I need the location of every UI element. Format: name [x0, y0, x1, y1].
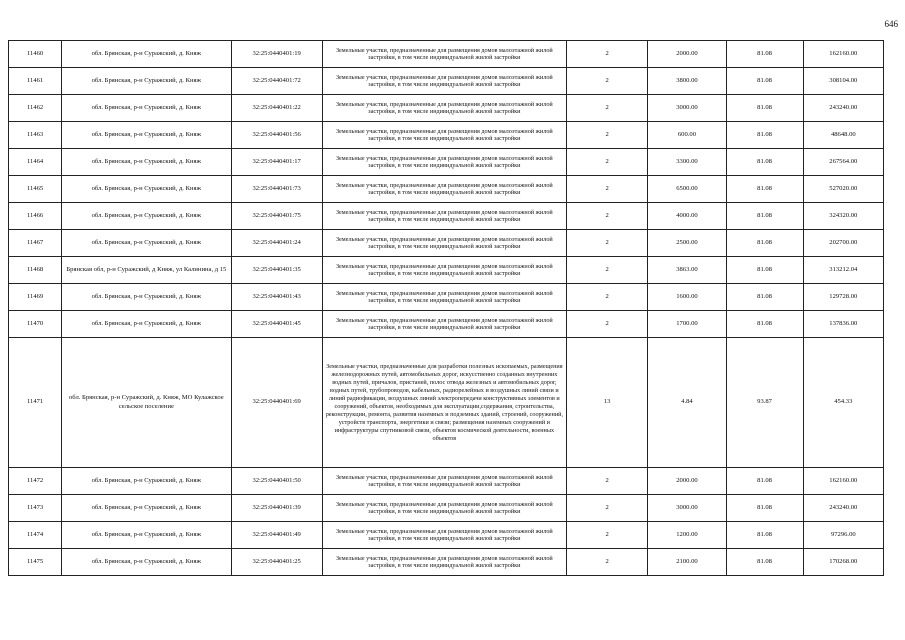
permitted-use-cell: Земельные участки, предназначенные для размещения домов малоэтажной жилой застройки, в том числе индивидуальной жилой застройки — [322, 95, 566, 122]
area-cell: 3000.00 — [648, 495, 726, 522]
category-cell: 2 — [566, 311, 647, 338]
cadastral-number-cell: 32:25:0440401:24 — [231, 230, 322, 257]
cadastral-value-cell: 267564.00 — [803, 149, 883, 176]
row-number-cell: 11471 — [9, 338, 62, 468]
address-cell: обл. Брянская, р-н Суражский, д. Княж — [62, 95, 231, 122]
table-row — [9, 311, 884, 338]
address-cell: обл. Брянская, р-н Суражский, д. Княж — [62, 311, 231, 338]
specific-value-cell: 81.08 — [726, 149, 803, 176]
table-row — [9, 41, 884, 68]
table-row — [9, 203, 884, 230]
cadastral-number-cell: 32:25:0440401:45 — [231, 311, 322, 338]
permitted-use-cell: Земельные участки, предназначенные для размещения домов малоэтажной жилой застройки, в том числе индивидуальной жилой застройки — [322, 122, 566, 149]
cadastral-value-cell: 527020.00 — [803, 176, 883, 203]
area-cell: 1600.00 — [648, 284, 726, 311]
cadastral-value-cell: 170268.00 — [803, 549, 883, 576]
specific-value-cell: 81.08 — [726, 95, 803, 122]
table-row — [9, 95, 884, 122]
table-row — [9, 522, 884, 549]
area-cell: 2500.00 — [648, 230, 726, 257]
permitted-use-cell: Земельные участки, предназначенные для размещения домов малоэтажной жилой застройки, в том числе индивидуальной жилой застройки — [322, 149, 566, 176]
category-cell: 2 — [566, 95, 647, 122]
specific-value-cell: 81.08 — [726, 549, 803, 576]
address-cell: обл. Брянская, р-н Суражский, д. Княж — [62, 468, 231, 495]
table-row — [9, 468, 884, 495]
category-cell: 2 — [566, 522, 647, 549]
specific-value-cell: 81.08 — [726, 41, 803, 68]
registry-body — [9, 41, 884, 576]
cadastral-number-cell: 32:25:0440401:50 — [231, 468, 322, 495]
category-cell: 2 — [566, 468, 647, 495]
cadastral-value-cell: 202700.00 — [803, 230, 883, 257]
table-row — [9, 68, 884, 95]
row-number-cell: 11466 — [9, 203, 62, 230]
row-number-cell: 11467 — [9, 230, 62, 257]
area-cell: 4000.00 — [648, 203, 726, 230]
area-cell: 4.84 — [648, 338, 726, 468]
cadastral-value-cell: 324320.00 — [803, 203, 883, 230]
cadastral-value-cell: 308104.00 — [803, 68, 883, 95]
area-cell: 2100.00 — [648, 549, 726, 576]
address-cell: обл. Брянская, р-н Суражский, д. Княж — [62, 284, 231, 311]
table-row — [9, 257, 884, 284]
cadastral-value-cell: 129728.00 — [803, 284, 883, 311]
address-cell: обл. Брянская, р-н Суражский, д. Княж — [62, 41, 231, 68]
category-cell: 2 — [566, 68, 647, 95]
specific-value-cell: 81.08 — [726, 468, 803, 495]
specific-value-cell: 81.08 — [726, 311, 803, 338]
cadastral-value-cell: 243240.00 — [803, 495, 883, 522]
table-row — [9, 176, 884, 203]
cadastral-value-cell: 162160.00 — [803, 468, 883, 495]
area-cell: 600.00 — [648, 122, 726, 149]
cadastral-number-cell: 32:25:0440401:73 — [231, 176, 322, 203]
category-cell: 13 — [566, 338, 647, 468]
cadastral-number-cell: 32:25:0440401:75 — [231, 203, 322, 230]
table-row — [9, 122, 884, 149]
table-row — [9, 284, 884, 311]
address-cell: обл. Брянская, р-н Суражский, д. Княж — [62, 149, 231, 176]
row-number-cell: 11465 — [9, 176, 62, 203]
permitted-use-cell: Земельные участки, предназначенные для размещения домов малоэтажной жилой застройки, в том числе индивидуальной жилой застройки — [322, 41, 566, 68]
permitted-use-cell: Земельные участки, предназначенные для размещения домов малоэтажной жилой застройки, в том числе индивидуальной жилой застройки — [322, 495, 566, 522]
permitted-use-cell: Земельные участки, предназначенные для размещения домов малоэтажной жилой застройки, в том числе индивидуальной жилой застройки — [322, 257, 566, 284]
cadastral-number-cell: 32:25:0440401:72 — [231, 68, 322, 95]
specific-value-cell: 81.08 — [726, 176, 803, 203]
row-number-cell: 11461 — [9, 68, 62, 95]
table-row — [9, 549, 884, 576]
permitted-use-cell: Земельные участки, предназначенные для размещения домов малоэтажной жилой застройки, в том числе индивидуальной жилой застройки — [322, 284, 566, 311]
area-cell: 1700.00 — [648, 311, 726, 338]
area-cell: 3863.00 — [648, 257, 726, 284]
row-number-cell: 11462 — [9, 95, 62, 122]
cadastral-value-cell: 137836.00 — [803, 311, 883, 338]
cadastral-number-cell: 32:25:0440401:49 — [231, 522, 322, 549]
category-cell: 2 — [566, 41, 647, 68]
category-cell: 2 — [566, 203, 647, 230]
permitted-use-cell: Земельные участки, предназначенные для размещения домов малоэтажной жилой застройки, в том числе индивидуальной жилой застройки — [322, 522, 566, 549]
category-cell: 2 — [566, 257, 647, 284]
row-number-cell: 11472 — [9, 468, 62, 495]
cadastral-value-cell: 162160.00 — [803, 41, 883, 68]
row-number-cell: 11463 — [9, 122, 62, 149]
permitted-use-cell: Земельные участки, предназначенные для размещения домов малоэтажной жилой застройки, в том числе индивидуальной жилой застройки — [322, 203, 566, 230]
cadastral-value-cell: 243240.00 — [803, 95, 883, 122]
area-cell: 3000.00 — [648, 95, 726, 122]
address-cell: обл. Брянская, р-н Суражский, д. Княж — [62, 203, 231, 230]
category-cell: 2 — [566, 176, 647, 203]
specific-value-cell: 81.08 — [726, 122, 803, 149]
address-cell: обл. Брянская, р-н Суражский, д. Княж — [62, 176, 231, 203]
address-cell: обл. Брянская, р-н Суражский, д. Княж, МО Кулажское сельское поселение — [62, 338, 231, 468]
row-number-cell: 11470 — [9, 311, 62, 338]
category-cell: 2 — [566, 495, 647, 522]
permitted-use-cell: Земельные участки, предназначенные для размещения домов малоэтажной жилой застройки, в том числе индивидуальной жилой застройки — [322, 176, 566, 203]
area-cell: 2000.00 — [648, 468, 726, 495]
area-cell: 1200.00 — [648, 522, 726, 549]
category-cell: 2 — [566, 284, 647, 311]
row-number-cell: 11464 — [9, 149, 62, 176]
area-cell: 2000.00 — [648, 41, 726, 68]
address-cell: обл. Брянская, р-н Суражский, д. Княж — [62, 522, 231, 549]
specific-value-cell: 81.08 — [726, 68, 803, 95]
permitted-use-cell: Земельные участки, предназначенные для размещения домов малоэтажной жилой застройки, в том числе индивидуальной жилой застройки — [322, 230, 566, 257]
cadastral-value-cell: 48648.00 — [803, 122, 883, 149]
category-cell: 2 — [566, 122, 647, 149]
table-row — [9, 338, 884, 468]
cadastral-value-cell: 313212.04 — [803, 257, 883, 284]
specific-value-cell: 81.08 — [726, 495, 803, 522]
specific-value-cell: 81.08 — [726, 203, 803, 230]
cadastral-value-cell: 97296.00 — [803, 522, 883, 549]
cadastral-number-cell: 32:25:0440401:17 — [231, 149, 322, 176]
address-cell: обл. Брянская, р-н Суражский, д. Княж — [62, 230, 231, 257]
row-number-cell: 11475 — [9, 549, 62, 576]
cadastral-number-cell: 32:25:0440401:25 — [231, 549, 322, 576]
row-number-cell: 11474 — [9, 522, 62, 549]
area-cell: 3300.00 — [648, 149, 726, 176]
cadastral-number-cell: 32:25:0440401:56 — [231, 122, 322, 149]
cadastral-number-cell: 32:25:0440401:39 — [231, 495, 322, 522]
cadastral-number-cell: 32:25:0440401:69 — [231, 338, 322, 468]
row-number-cell: 11469 — [9, 284, 62, 311]
permitted-use-cell: Земельные участки, предназначенные для размещения домов малоэтажной жилой застройки, в том числе индивидуальной жилой застройки — [322, 311, 566, 338]
specific-value-cell: 81.08 — [726, 257, 803, 284]
address-cell: обл. Брянская, р-н Суражский, д. Княж — [62, 549, 231, 576]
cadastral-value-cell: 454.33 — [803, 338, 883, 468]
permitted-use-cell: Земельные участки, предназначенные для размещения домов малоэтажной жилой застройки, в том числе индивидуальной жилой застройки — [322, 549, 566, 576]
specific-value-cell: 81.08 — [726, 284, 803, 311]
permitted-use-cell: Земельные участки, предназначенные для размещения домов малоэтажной жилой застройки, в том числе индивидуальной жилой застройки — [322, 468, 566, 495]
cadastral-number-cell: 32:25:0440401:22 — [231, 95, 322, 122]
table-row — [9, 149, 884, 176]
address-cell: обл. Брянская, р-н Суражский, д. Княж — [62, 122, 231, 149]
cadastral-number-cell: 32:25:0440401:35 — [231, 257, 322, 284]
permitted-use-cell: Земельные участки, предназначенные для размещения домов малоэтажной жилой застройки, в том числе индивидуальной жилой застройки — [322, 68, 566, 95]
land-registry-table — [8, 40, 884, 576]
table-row — [9, 230, 884, 257]
permitted-use-cell: Земельные участки, предназначенные для разработки полезных ископаемых, размещения железнодорожных путей, автомобильных дорог, искусственно созданных внутренних водных путей, причалов, пристаней, полос отвода железных и автомобильных дорог, водных путей, трубопроводов, кабельных, радиорелейных и воздушных линий связи и линий радиофикации, воздушных линий электропередачи конструктивных элементов и сооружений, объектов, необходимых для эксплуатации,содержания, строительства, реконструкции, ремонта, развития наземных и подземных зданий, строений, сооружений, устройств транспорта, энергетики и связи; размещения наземных сооружений и инфраструктуры спутниковой связи, объектов космической деятельности, военных объектов — [322, 338, 566, 468]
specific-value-cell: 81.08 — [726, 230, 803, 257]
cadastral-number-cell: 32:25:0440401:43 — [231, 284, 322, 311]
address-cell: обл. Брянская, р-н Суражский, д. Княж — [62, 68, 231, 95]
specific-value-cell: 93.87 — [726, 338, 803, 468]
row-number-cell: 11460 — [9, 41, 62, 68]
category-cell: 2 — [566, 149, 647, 176]
cadastral-number-cell: 32:25:0440401:19 — [231, 41, 322, 68]
row-number-cell: 11473 — [9, 495, 62, 522]
category-cell: 2 — [566, 549, 647, 576]
specific-value-cell: 81.08 — [726, 522, 803, 549]
area-cell: 3800.00 — [648, 68, 726, 95]
category-cell: 2 — [566, 230, 647, 257]
address-cell: обл. Брянская, р-н Суражский, д. Княж — [62, 495, 231, 522]
area-cell: 6500.00 — [648, 176, 726, 203]
row-number-cell: 11468 — [9, 257, 62, 284]
address-cell: Брянская обл, р-н Суражский, д Княж, ул Калинина, д 15 — [62, 257, 231, 284]
table-row — [9, 495, 884, 522]
page-number: 646 — [884, 19, 898, 29]
